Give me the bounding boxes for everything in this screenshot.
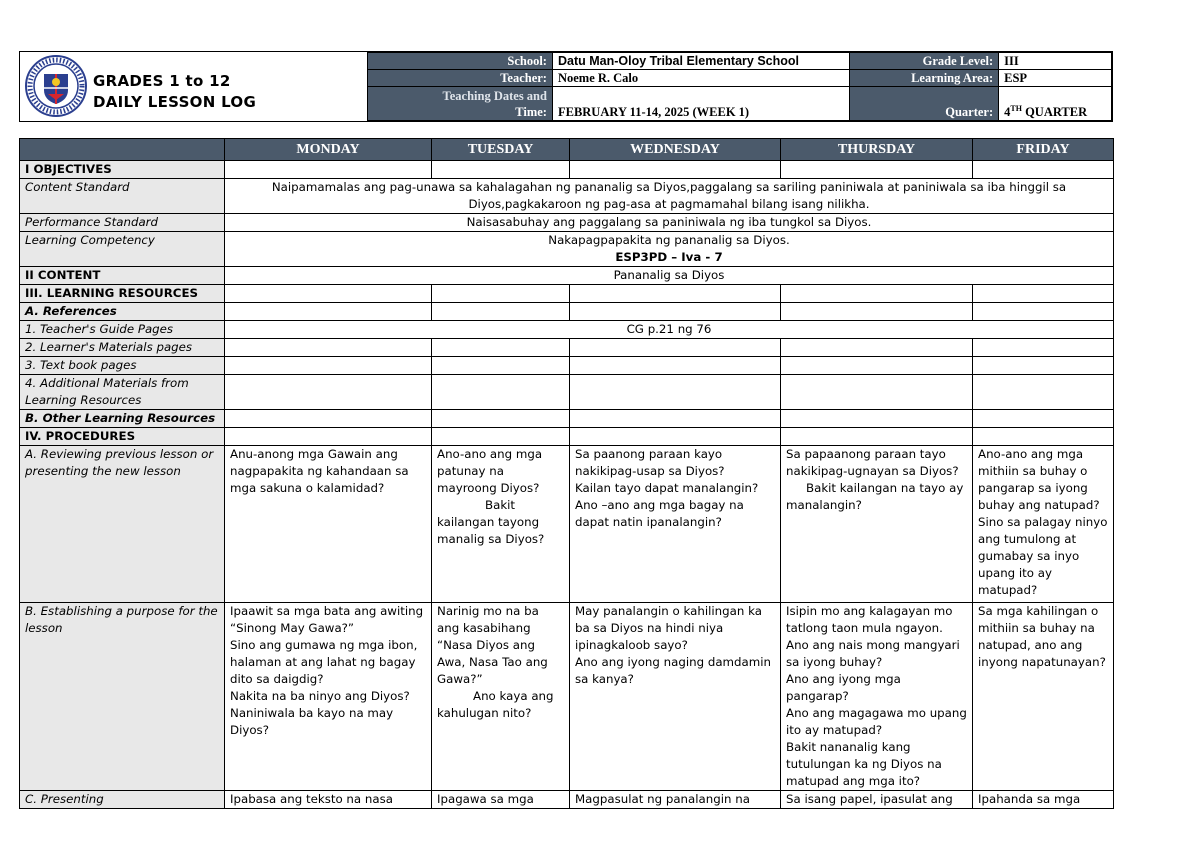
- references-label: A. References: [20, 303, 225, 321]
- dates-label-line-1: Teaching Dates and: [442, 89, 547, 103]
- proc-b-tuesday-1: Narinig mo na ba ang kasabihang “Nasa Diyos ang Awa, Nasa Tao ang Gawa?”: [437, 604, 548, 686]
- proc-b-monday: [225, 603, 432, 791]
- teachers-guide-text: CG p.21 ng 76: [225, 321, 1114, 339]
- proc-b-monday-2: Sino ang gumawa ng mga ibon, halaman at ang lahat ng bagay dito sa daigdig?: [230, 638, 418, 686]
- proc-a-wednesday-1: Sa paanong paraan kayo nakikipag-usap sa Diyos?: [575, 447, 725, 478]
- learning-competency-label: Learning Competency: [20, 232, 225, 267]
- content-text: Pananalig sa Diyos: [225, 267, 1114, 285]
- learning-area-label: Learning Area:: [849, 70, 999, 87]
- proc-a-wednesday-3: Ano –ano ang mga bagay na dapat natin ipanalangin?: [575, 498, 744, 529]
- proc-a-thursday-1: Sa papaanong paraan tayo nakikipag-ugnayan sa Diyos?: [786, 447, 959, 478]
- grade-level-value: III: [999, 53, 1112, 70]
- learning-competency-text: Nakapagpapakita ng pananalig sa Diyos.: [548, 233, 790, 247]
- proc-b-tuesday: [432, 603, 570, 791]
- teacher-value: Noeme R. Calo: [552, 70, 849, 87]
- textbook-label: 3. Text book pages: [20, 357, 225, 375]
- day-header-monday: MONDAY: [225, 139, 432, 161]
- other-resources-label: B. Other Learning Resources: [20, 410, 225, 428]
- objectives-label: I OBJECTIVES: [20, 161, 225, 179]
- day-header-friday: FRIDAY: [973, 139, 1114, 161]
- performance-standard-label: Performance Standard: [20, 214, 225, 232]
- form-title: [93, 71, 256, 113]
- performance-standard-text: Naisasabuhay ang paggalang sa paniniwala ng iba tungkol sa Diyos.: [225, 214, 1114, 232]
- content-standard-text: Naipamamalas ang pag-unawa sa kahalagahan ng pananalig sa Diyos,paggalang sa sariling paniniwala at paniniwala sa iba hinggil sa Diyos,pagkakaroon ng pag-asa at pagmamahal bilang isang nilikha.: [225, 179, 1114, 214]
- quarter-label: Quarter:: [849, 87, 999, 121]
- content-label: II CONTENT: [20, 267, 225, 285]
- proc-c-tuesday: Ipagawa sa mga: [432, 791, 570, 809]
- proc-a-tuesday-2: Bakit kailangan tayong manalig sa Diyos?: [437, 498, 545, 546]
- teachers-guide-label: 1. Teacher's Guide Pages: [20, 321, 225, 339]
- proc-b-monday-1: Ipaawit sa mga bata ang awiting “Sinong May Gawa?”: [230, 604, 424, 635]
- quarter-value: [999, 87, 1112, 121]
- proc-b-wednesday-1: May panalangin o kahilingan ka ba sa Diyos na hindi niya ipinagkaloob sayo?: [575, 604, 762, 652]
- proc-b-wednesday-2: Ano ang iyong naging damdamin sa kanya?: [575, 655, 772, 686]
- proc-a-thursday-2: Bakit kailangan na tayo ay manalangin?: [786, 481, 964, 512]
- proc-b-monday-3: Nakita na ba ninyo ang Diyos?: [230, 689, 410, 703]
- deped-seal-icon: [24, 54, 88, 118]
- day-header-tuesday: TUESDAY: [432, 139, 570, 161]
- learning-competency-cell: [225, 232, 1114, 267]
- learning-area-value: ESP: [999, 70, 1112, 87]
- quarter-suffix: TH: [1010, 103, 1022, 113]
- procedures-label: IV. PROCEDURES: [20, 428, 225, 446]
- learning-competency-code: ESP3PD – Iva - 7: [615, 250, 723, 264]
- additional-materials-label: 4. Additional Materials from Learning Resources: [20, 375, 225, 410]
- proc-a-monday: Anu-anong mga Gawain ang nagpapakita ng kahandaan sa mga sakuna o kalamidad?: [225, 446, 432, 603]
- quarter-text: QUARTER: [1021, 105, 1088, 119]
- proc-c-label: C. Presenting: [20, 791, 225, 809]
- proc-a-wednesday: [570, 446, 781, 603]
- proc-a-friday-2: Sino sa palagay ninyo ang tumulong at gumabay sa inyo upang ito ay matupad?: [978, 515, 1108, 597]
- grade-level-label: Grade Level:: [849, 53, 999, 70]
- learners-materials-label: 2. Learner's Materials pages: [20, 339, 225, 357]
- proc-c-wednesday: Magpasulat ng panalangin na: [570, 791, 781, 809]
- proc-a-wednesday-2: Kailan tayo dapat manalangin?: [575, 481, 759, 495]
- proc-a-friday: [973, 446, 1114, 603]
- dates-value: FEBRUARY 11-14, 2025 (WEEK 1): [552, 87, 849, 121]
- title-line-2: DAILY LESSON LOG: [93, 93, 257, 111]
- proc-a-tuesday: [432, 446, 570, 603]
- lesson-table: [19, 138, 1114, 809]
- corner-cell: [20, 139, 225, 161]
- content-standard-label: Content Standard: [20, 179, 225, 214]
- proc-b-friday: Sa mga kahilingan o mithiin sa buhay na natupad, ano ang inyong napatunayan?: [973, 603, 1114, 791]
- dates-label-line-2: Time:: [515, 105, 547, 119]
- proc-b-thursday-3: Ano ang iyong mga pangarap?: [786, 672, 901, 703]
- proc-b-thursday-5: Bakit nananalig kang tutulungan ka ng Diyos na matupad ang mga ito?: [786, 740, 942, 788]
- info-table: [367, 52, 1112, 121]
- school-label: School:: [368, 53, 553, 70]
- proc-a-thursday: [781, 446, 973, 603]
- proc-a-label: A. Reviewing previous lesson or presenting the new lesson: [20, 446, 225, 603]
- proc-b-label: B. Establishing a purpose for the lesson: [20, 603, 225, 791]
- proc-b-thursday-1: Isipin mo ang kalagayan mo tatlong taon mula ngayon.: [786, 604, 953, 635]
- proc-b-thursday-4: Ano ang magagawa mo upang ito ay matupad?: [786, 706, 967, 737]
- proc-a-friday-1: Ano-ano ang mga mithiin sa buhay o pangarap sa iyong buhay ang natupad?: [978, 447, 1100, 512]
- proc-b-thursday-2: Ano ang nais mong mangyari sa iyong buhay?: [786, 638, 960, 669]
- proc-b-monday-4: Naniniwala ba kayo na may Diyos?: [230, 706, 394, 737]
- proc-a-tuesday-1: Ano-ano ang mga patunay na mayroong Diyos?: [437, 447, 543, 495]
- proc-b-thursday: [781, 603, 973, 791]
- teacher-label: Teacher:: [368, 70, 553, 87]
- proc-c-friday: Ipahanda sa mga: [973, 791, 1114, 809]
- quarter-number: 4: [1004, 105, 1011, 119]
- proc-c-thursday: Sa isang papel, ipasulat ang: [781, 791, 973, 809]
- day-header-wednesday: WEDNESDAY: [570, 139, 781, 161]
- day-header-thursday: THURSDAY: [781, 139, 973, 161]
- school-value: Datu Man-Oloy Tribal Elementary School: [552, 53, 849, 70]
- proc-b-tuesday-2: Ano kaya ang kahulugan nito?: [437, 689, 554, 720]
- learning-resources-label: III. LEARNING RESOURCES: [20, 285, 225, 303]
- header-box: [19, 51, 1113, 122]
- dates-label: [368, 87, 553, 121]
- proc-b-wednesday: [570, 603, 781, 791]
- title-line-1: GRADES 1 to 12: [93, 72, 231, 90]
- proc-c-monday: Ipabasa ang teksto na nasa: [225, 791, 432, 809]
